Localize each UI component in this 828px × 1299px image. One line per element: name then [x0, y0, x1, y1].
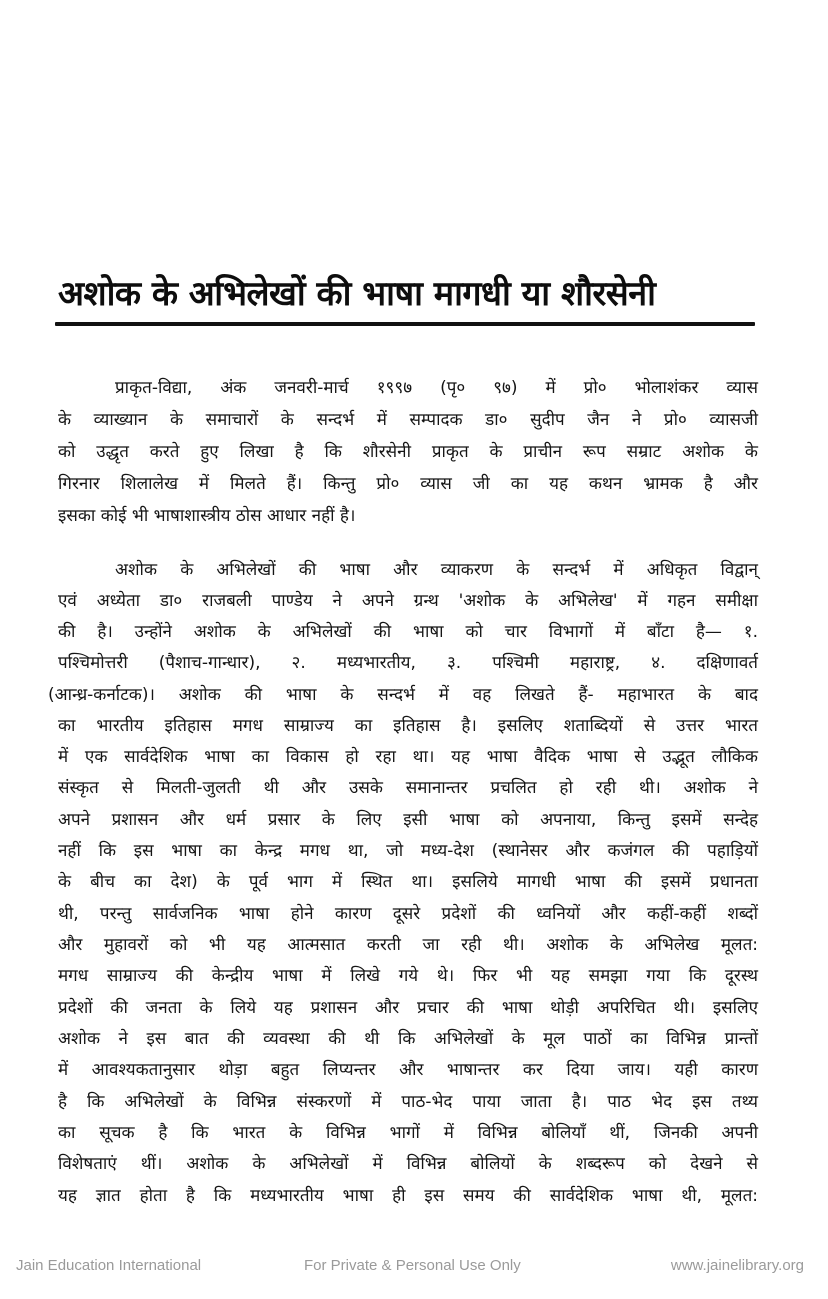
paragraph-line: की है। उन्होंने अशोक के अभिलेखों की भाषा को चार विभागों में बाँटा है— १. — [58, 622, 758, 642]
title-underline-divider — [55, 322, 755, 326]
paragraph-line: इसका कोई भी भाषाशास्त्रीय ठोस आधार नहीं है। — [58, 506, 356, 526]
paragraph-line: है कि अभिलेखों के विभिन्न संस्करणों में पाठ-भेद पाया जाता है। पाठ भेद इस तथ्य — [58, 1092, 758, 1112]
paragraph-line: में आवश्यकतानुसार थोड़ा बहुत लिप्यन्तर और भाषान्तर कर दिया जाय। यही कारण — [58, 1060, 758, 1080]
paragraph-line: का सूचक है कि भारत के विभिन्न भागों में विभिन्न बोलियाँ थीं, जिनकी अपनी — [58, 1123, 758, 1143]
paragraph-line: और मुहावरों को भी यह आत्मसात करती जा रही थी। अशोक के अभिलेख मूलत: — [58, 935, 758, 955]
paragraph-line: यह ज्ञात होता है कि मध्यभारतीय भाषा ही इस समय की सार्वदेशिक भाषा थी, मूलत: — [58, 1186, 758, 1206]
paragraph-line: को उद्धृत करते हुए लिखा है कि शौरसेनी प्राकृत के प्राचीन रूप सम्राट अशोक के — [58, 442, 758, 462]
paragraph-line: नहीं कि इस भाषा का केन्द्र मगध था, जो मध्य-देश (स्थानेसर और कजंगल की पहाड़ियों — [58, 841, 758, 861]
paragraph-line: के व्याख्यान के समाचारों के सन्दर्भ में सम्पादक डा० सुदीप जैन ने प्रो० व्यासजी — [58, 410, 758, 430]
paragraph-line: एवं अध्येता डा० राजबली पाण्डेय ने अपने ग्रन्थ 'अशोक के अभिलेख' में गहन समीक्षा — [58, 591, 758, 611]
paragraph-line: विशेषताएं थीं। अशोक के अभिलेखों में विभिन्न बोलियों के शब्दरूप को देखने से — [58, 1154, 758, 1174]
paragraph-line: अशोक ने इस बात की व्यवस्था की थी कि अभिलेखों के मूल पाठों का विभिन्न प्रान्तों — [58, 1029, 758, 1049]
paragraph-line: पश्चिमोत्तरी (पैशाच-गान्धार), २. मध्यभारतीय, ३. पश्चिमी महाराष्ट्र, ४. दक्षिणावर्त — [58, 653, 758, 673]
paragraph-line: का भारतीय इतिहास मगध साम्राज्य का इतिहास है। इसलिए शताब्दियों से उत्तर भारत — [58, 716, 758, 736]
paragraph-line: अपने प्रशासन और धर्म प्रसार के लिए इसी भाषा को अपनाया, किन्तु इसमें सन्देह — [58, 810, 758, 830]
paragraph-line: के बीच का देश) के पूर्व भाग में स्थित था। इसलिये मागधी भाषा की इसमें प्रधानता — [58, 872, 758, 892]
article-title: अशोक के अभिलेखों की भाषा मागधी या शौरसेनी — [58, 274, 656, 314]
paragraph-line: में एक सार्वदेशिक भाषा का विकास हो रहा था। यह भाषा वैदिक भाषा से उद्भूत लौकिक — [58, 747, 758, 767]
paragraph-line: संस्कृत से मिलती-जुलती थी और उसके समानान्तर प्रचलित हो रही थी। अशोक ने — [58, 778, 758, 798]
paragraph-line: गिरनार शिलालेख में मिलते हैं। किन्तु प्रो० व्यास जी का यह कथन भ्रामक है और — [58, 474, 758, 494]
paragraph-line: प्राकृत-विद्या, अंक जनवरी-मार्च १९९७ (पृ० ९७) में प्रो० भोलाशंकर व्यास — [115, 378, 758, 398]
paragraph-line: प्रदेशों की जनता के लिये यह प्रशासन और प्रचार की भाषा थोड़ी अपरिचित थी। इसलिए — [58, 998, 758, 1018]
paragraph-line: मगध साम्राज्य की केन्द्रीय भाषा में लिखे गये थे। फिर भी यह समझा गया कि दूरस्थ — [58, 966, 758, 986]
paragraph-line: अशोक के अभिलेखों की भाषा और व्याकरण के सन्दर्भ में अधिकृत विद्वान् — [115, 560, 758, 580]
footer-website-link[interactable]: www.jainelibrary.org — [670, 1257, 804, 1274]
paragraph-line: थी, परन्तु सार्वजनिक भाषा होने कारण दूसरे प्रदेशों की ध्वनियों और कहीं-कहीं शब्दों — [58, 904, 758, 924]
footer-publisher: Jain Education International — [16, 1257, 202, 1274]
paragraph-line: (आन्ध्र-कर्नाटक)। अशोक की भाषा के सन्दर्भ में वह लिखते हैं- महाभारत के बाद — [48, 685, 758, 705]
footer-usage-notice: For Private & Personal Use Only — [304, 1257, 521, 1274]
